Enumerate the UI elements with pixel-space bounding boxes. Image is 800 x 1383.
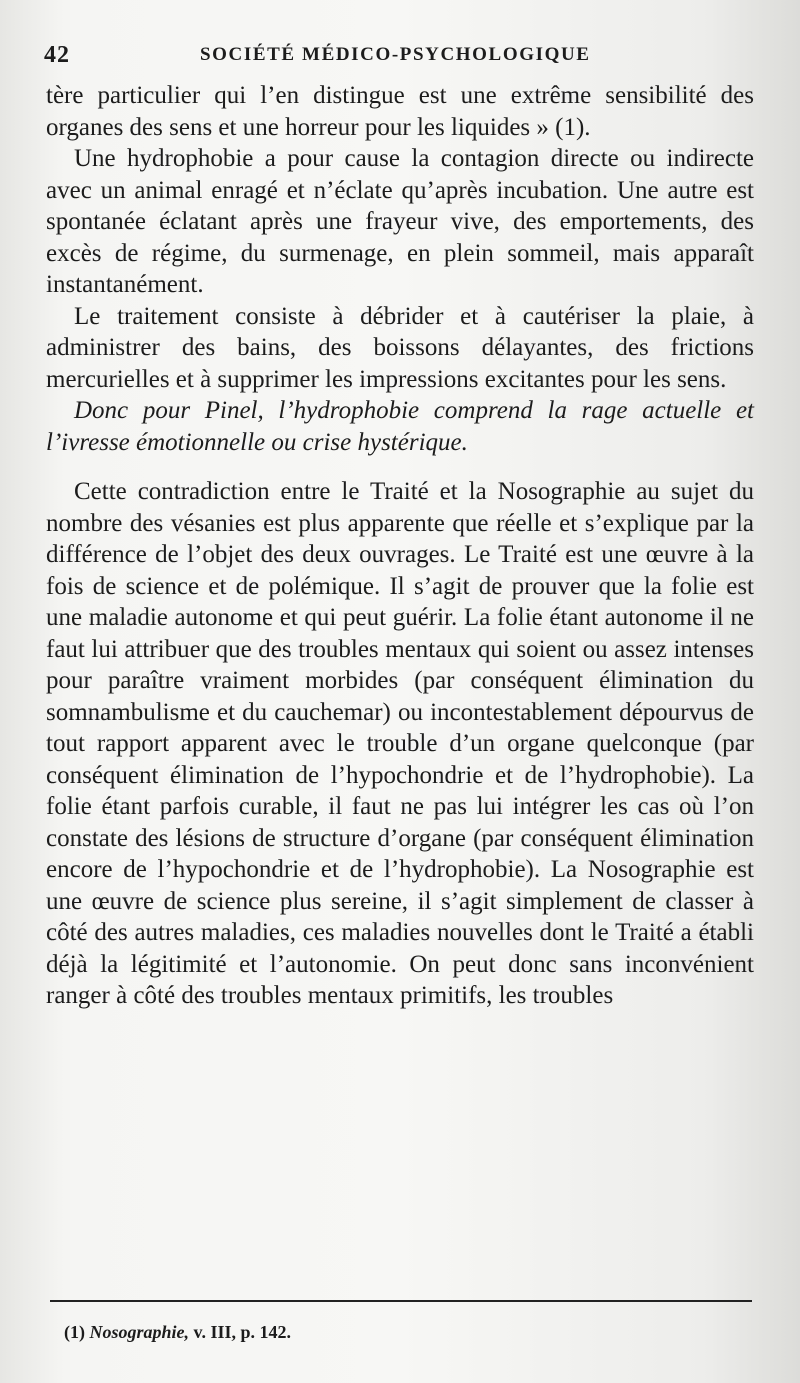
- footnote: [64, 1322, 291, 1343]
- footnote-marker: (1): [64, 1322, 85, 1342]
- paragraph-treatment: Le traitement consiste à débrider et à cautériser la plaie, à administrer des bains, des boissons délayantes, des frictions mercurielles et à supprimer les impressions excitantes pour les sens.: [46, 302, 754, 393]
- footnote-work-title: Nosographie,: [89, 1322, 190, 1342]
- page-header: [44, 36, 760, 76]
- running-head: SOCIÉTÉ MÉDICO-PSYCHOLOGIQUE: [200, 44, 591, 65]
- paragraph-hydrophobia-causes: Une hydrophobie a pour cause la contagion directe ou indirecte avec un animal enragé et n’éclate qu’après incubation. Une autre est spontanée éclatant après une frayeur vive, des emportements, des excès de régime, du surmenage, en plein sommeil, mais apparaît instantanément.: [46, 145, 754, 298]
- footnote-divider: [50, 1300, 752, 1302]
- footnote-reference: v. III, p. 142.: [193, 1322, 292, 1342]
- paragraph-conclusion-italic: Donc pour Pinel, l’hydrophobie comprend la rage actuelle et l’ivresse émotionnelle ou crise hystérique.: [46, 397, 754, 456]
- body-text: [46, 80, 754, 1012]
- paragraph-continuation: tère particulier qui l’en distingue est une extrême sensibilité des organes des sens et une horreur pour les liquides » (1).: [46, 82, 754, 141]
- paragraph-contradiction: Cette contradiction entre le Traité et la Nosographie au sujet du nombre des vésanies est plus apparente que réelle et s’explique par la différence de l’objet des deux ouvrages. Le Traité est une œuvre à la fois de science et de polémique. Il s’agit de prouver que la folie est une maladie autonome et qui peut guérir. La folie étant autonome il ne faut lui attribuer que des troubles mentaux qui soient ou assez intenses pour paraître vraiment morbides (par conséquent élimination du somnambulisme et du cauchemar) ou incontestablement dépourvus de tout rapport apparent avec le trouble d’un organe quelconque (par conséquent élimination de l’hypochondrie et de l’hydrophobie). La folie étant parfois curable, il faut ne pas lui intégrer les cas où l’on constate des lésions de structure d’organe (par conséquent élimination encore de l’hypochondrie et de l’hydrophobie). La Nosographie est une œuvre de science plus sereine, il s’agit simplement de classer à côté des autres maladies, ces maladies nouvelles dont le Traité a établi déjà la légitimité et l’autonomie. On peut donc sans inconvénient ranger à côté des troubles mentaux primitifs, les troubles: [46, 478, 754, 1009]
- page-number: 42: [44, 42, 70, 68]
